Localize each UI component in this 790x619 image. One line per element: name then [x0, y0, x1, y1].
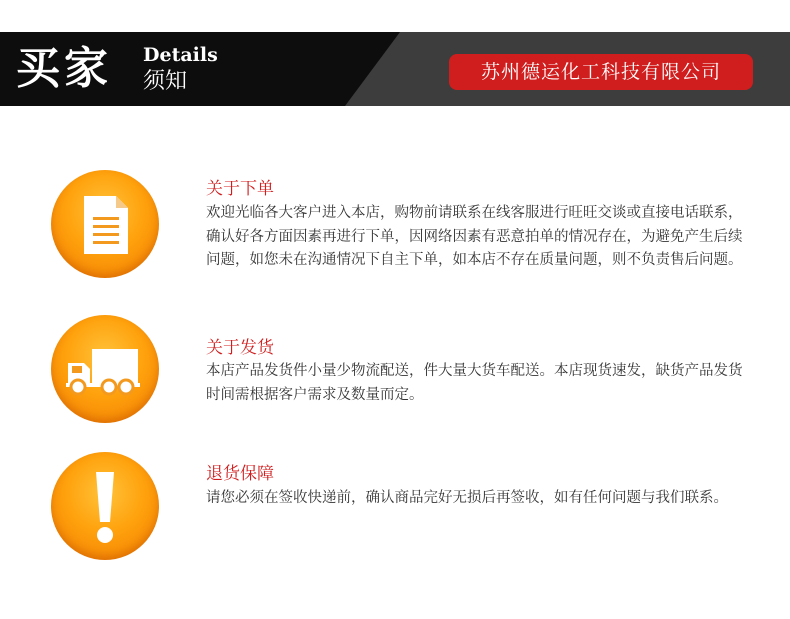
section-title: 关于下单	[206, 179, 274, 199]
header-banner	[0, 32, 790, 106]
document-icon	[51, 170, 159, 278]
exclamation-icon	[51, 452, 159, 560]
section-title: 退货保障	[206, 464, 274, 484]
section-body: 欢迎光临各大客户进入本店，购物前请联系在线客服进行旺旺交谈或直接电话联系，确认好各方面因素再进行下单，因网络因素有恶意拍单的情况存在，为避免产生后续问题，如您未在沟通情况下自主下单，如本店不存在质量问题，则不负责售后问题。	[206, 205, 743, 268]
page-title-en: Details	[143, 44, 218, 66]
section-body: 请您必须在签收快递前，确认商品完好无损后再签收，如有任何问题与我们联系。	[206, 490, 728, 506]
page-title-cn: 买家	[16, 43, 112, 94]
section-title: 关于发货	[206, 338, 274, 358]
section-body: 本店产品发货件小量少物流配送，件大量大货车配送。本店现货速发，缺货产品发货时间需根据客户需求及数量而定。	[206, 363, 743, 403]
company-name-badge: 苏州德运化工科技有限公司	[449, 54, 753, 90]
truck-icon	[51, 315, 159, 423]
page-subtitle-cn: 须知	[143, 69, 188, 94]
